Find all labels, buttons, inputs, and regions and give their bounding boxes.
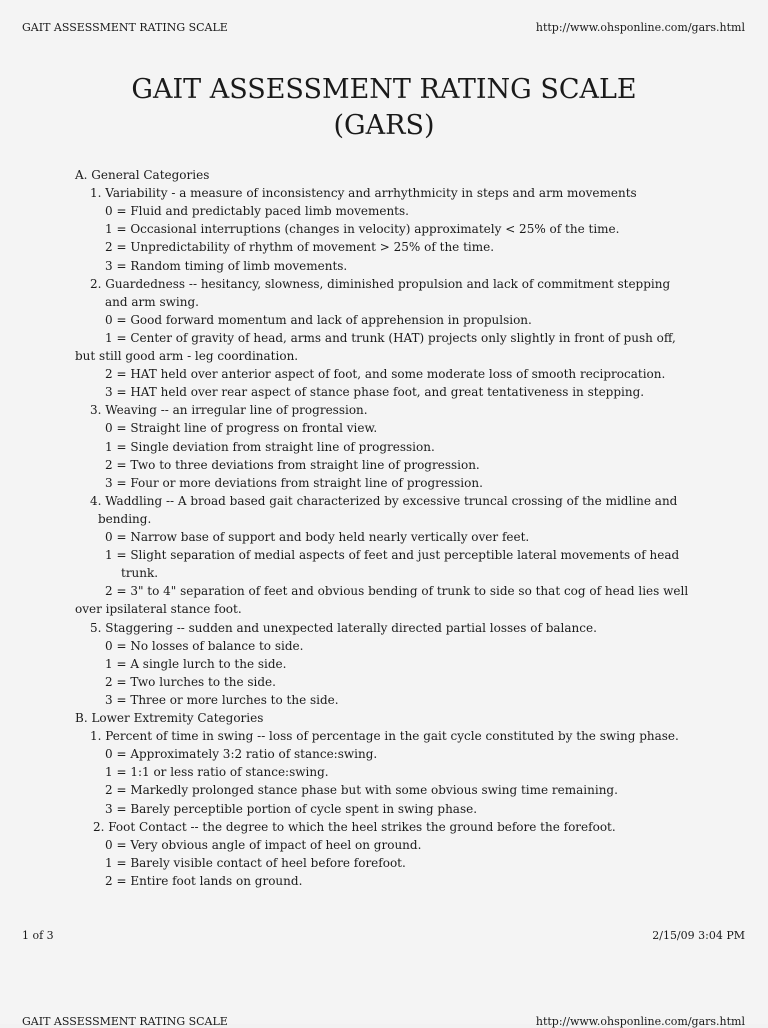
text-line: 3 = HAT held over rear aspect of stance phase foot, and great tentativeness in stepping.	[105, 385, 645, 400]
text-line: 3. Weaving -- an irregular line of progression.	[90, 403, 368, 418]
text-line: 0 = Good forward momentum and lack of apprehension in propulsion.	[105, 312, 532, 327]
text-line: 1 = 1:1 or less ratio of stance:swing.	[105, 765, 329, 780]
text-line: 1 = Slight separation of medial aspects of feet and just perceptible lateral movements of head	[105, 548, 680, 563]
text-line: 2 = Unpredictability of rhythm of movement > 25% of the time.	[105, 240, 495, 255]
next-page-header-title: GAIT ASSESSMENT RATING SCALE	[22, 1015, 228, 1028]
text-line: 2 = Entire foot lands on ground.	[105, 873, 303, 888]
text-line: 4. Waddling -- A broad based gait characterized by excessive truncal crossing of the midline and	[90, 493, 678, 508]
text-line: over ipsilateral stance foot.	[75, 602, 242, 617]
text-line: 0 = Very obvious angle of impact of heel on ground.	[105, 837, 422, 852]
text-line: 1 = A single lurch to the side.	[105, 656, 287, 671]
text-line: 3 = Four or more deviations from straight line of progression.	[105, 475, 483, 490]
text-line: 1 = Barely visible contact of heel before forefoot.	[105, 855, 406, 870]
text-line: 2 = 3" to 4" separation of feet and obvious bending of trunk to side so that cog of head lies well	[105, 584, 689, 599]
text-line: 0 = Fluid and predictably paced limb movements.	[105, 204, 409, 219]
footer-datetime: 2/15/09 3:04 PM	[652, 929, 745, 942]
text-line: 2 = Markedly prolonged stance phase but with some obvious swing time remaining.	[105, 783, 618, 798]
text-line: 3 = Random timing of limb movements.	[105, 258, 348, 273]
text-line: A. General Categories	[75, 168, 210, 182]
text-line: B. Lower Extremity Categories	[75, 711, 264, 725]
text-line: 2 = Two lurches to the side.	[105, 674, 276, 689]
text-line: 2 = HAT held over anterior aspect of foot, and some moderate loss of smooth reciprocation.	[105, 367, 666, 382]
text-line: 2. Guardedness -- hesitancy, slowness, diminished propulsion and lack of commitment stepping	[90, 276, 671, 291]
text-line: but still good arm - leg coordination.	[75, 349, 299, 363]
footer-page-number: 1 of 3	[22, 929, 54, 942]
text-line: 3 = Barely perceptible portion of cycle spent in swing phase.	[105, 801, 478, 816]
text-line: 1 = Occasional interruptions (changes in velocity) approximately < 25% of the time.	[105, 222, 620, 237]
text-line: 0 = No losses of balance to side.	[105, 638, 304, 653]
next-page-header-url[interactable]: http://www.ohsponline.com/gars.html	[535, 1015, 745, 1028]
text-line: 0 = Straight line of progress on frontal view.	[105, 421, 378, 436]
text-line: 0 = Approximately 3:2 ratio of stance:swing.	[105, 747, 378, 762]
text-line: bending.	[98, 511, 152, 526]
page-title-line2: (GARS)	[333, 110, 435, 141]
text-line: 3 = Three or more lurches to the side.	[105, 692, 339, 707]
text-line: 2. Foot Contact -- the degree to which the heel strikes the ground before the forefoot.	[93, 819, 616, 834]
text-line: 0 = Narrow base of support and body held nearly vertically over feet.	[105, 530, 530, 544]
page-title-line1: GAIT ASSESSMENT RATING SCALE	[131, 74, 637, 105]
header-url[interactable]: http://www.ohsponline.com/gars.html	[535, 21, 745, 34]
text-line: 2 = Two to three deviations from straight line of progression.	[105, 457, 480, 472]
text-line: 5. Staggering -- sudden and unexpected laterally directed partial losses of balance.	[90, 620, 597, 635]
text-line: 1. Variability - a measure of inconsistency and arrhythmicity in steps and arm movements	[90, 186, 637, 201]
text-line: 1 = Center of gravity of head, arms and trunk (HAT) projects only slightly in front of push off,	[105, 330, 676, 345]
page-title	[0, 72, 768, 144]
text-line: trunk.	[121, 566, 159, 581]
text-line: 1. Percent of time in swing -- loss of percentage in the gait cycle constituted by the swing phase.	[90, 729, 679, 744]
text-line: 1 = Single deviation from straight line of progression.	[105, 439, 435, 454]
header-title: GAIT ASSESSMENT RATING SCALE	[22, 21, 228, 34]
text-line: and arm swing.	[105, 294, 199, 309]
